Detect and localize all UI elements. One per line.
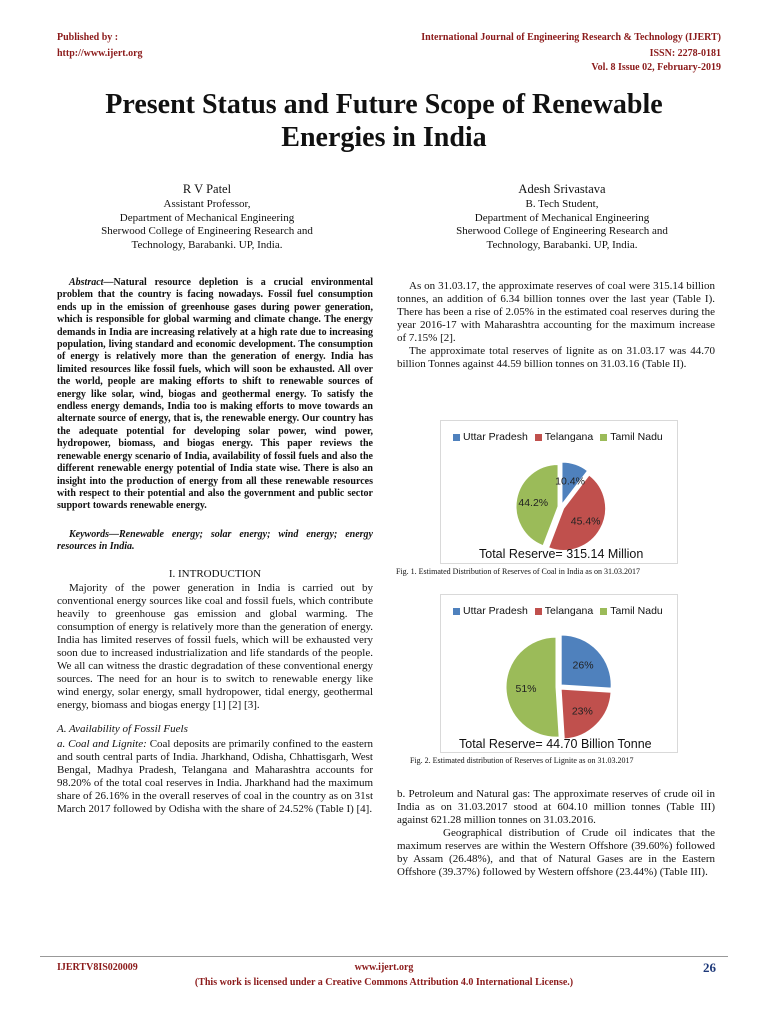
subsection-heading-fossil-fuels: A. Availability of Fossil Fuels [57, 722, 188, 735]
chart-total-label: Total Reserve= 44.70 Billion Tonne [459, 737, 652, 751]
author-college: Sherwood College of Engineering Research and [456, 225, 668, 237]
abstract [57, 277, 373, 513]
author-role: B. Tech Student, [525, 198, 599, 210]
title-line-1: Present Status and Future Scope of Renewable [105, 89, 663, 120]
figure-2-caption: Fig. 2. Estimated distribution of Reserves of Lignite as on 31.03.2017 [410, 756, 634, 765]
legend-label: Telangana [544, 605, 594, 617]
coal-reserves-pie-chart [440, 420, 678, 564]
chart-total-label: Total Reserve= 315.14 Million [479, 547, 644, 561]
pie-data-label: 45.4% [570, 515, 601, 528]
author-dept: Department of Mechanical Engineering [119, 211, 295, 224]
title-line-2: Energies in India [281, 122, 487, 153]
pie-data-label: 51% [515, 683, 537, 696]
author-role: Assistant Professor, [163, 198, 251, 210]
author-college-location: Technology, Barabanki. UP, India. [131, 238, 283, 251]
coal-lignite-label: a. Coal and Lignite: [57, 737, 147, 750]
author-dept: Department of Mechanical Engineering [474, 211, 650, 224]
crude-oil-distribution-paragraph: Geographical distribution of Crude oil indicates that the maximum reserves are within the Western Offshore (39.60%) followed by Assam (26.48%), and that of Natural Gases are in the Eastern Offshore (39.37%) followed by Western offshore (23.44%) (Table III). [397, 827, 715, 878]
author-name: R V Patel [182, 182, 232, 196]
pie-plot [441, 421, 677, 563]
petroleum-paragraph: b. Petroleum and Natural gas: The approximate reserves of crude oil in India as on 31.03.2017 stood at 604.10 million tonnes (Table III) against 621.28 million tonnes on 31.03.2016. [397, 788, 715, 826]
introduction-text: Majority of the power generation in India is carried out by conventional energy sources like coal and fossil fuels, which contribute heavily to greenhouse gas emission and global warming. The consumption of energy is relatively more than the generation of energy. India has limited reserves of fossil fuels, which will be exhausted very soon due to increased industrialization and life standards of the people. We all can witness the drastic degradation of these conventional energy sources. The need for an hour is to switch to renewable energy like wind energy, solar energy, small hydropower, tidal energy, geothermal energy, biomass and biogas energy [1] [2] [3]. [57, 581, 373, 711]
author-college-location: Technology, Barabanki. UP, India. [486, 238, 638, 251]
legend-label: Telangana [544, 431, 594, 443]
pie-data-label: 44.2% [518, 496, 549, 509]
coal-reserves-paragraph: As on 31.03.17, the approximate reserves of coal were 315.14 billion tonnes, an addition of 6.34 billion tonnes over the last year (Table I). There has been a rise of 2.05% in the estimated coal reserves during the year 2016-17 with Maharashtra accounting for the maximum increase of 7.15% [2]. [397, 280, 715, 344]
keywords: Keywords—Renewable energy; solar energy; wind energy; energy resources in India. [57, 528, 373, 553]
published-by-label: Published by : [57, 32, 119, 43]
right-column-top [397, 280, 715, 371]
pie-data-label: 26% [572, 659, 594, 672]
abstract-text: —Natural resource depletion is a crucial environmental problem that the country is facing nowadays. Fossil fuel consumption ends up in the emission of greenhouse gases during power generation, which is responsible for global warming and climate change. The energy demands in India are increasing relatively at a high rate due to increasing population, living standard and economic development. The consumption of energy is relatively more than the generation of energy. India has limited resources like fossil fuels, which will soon be exhausted. All over the world, people are making efforts to shift to renewable sources of energy like solar, wind, biogas and geothermal energy. To satisfy the endless energy demands, India too is making efforts to move towards an alternate source of energy, that is, the renewable energy. Our country has the adequate potential for developing solar power, wind power, hydropower, biomass, and biogas energy. This paper reviews the renewable energy scenario of India, availability of fossil fuels and also the different renewable energy potential of India state wise. There is also an insight into the production of energy from all these renewable resources with respect to their potential and also the government and public sector support towards renewable energy. [57, 277, 373, 512]
author-name: Adesh Srivastava [518, 182, 606, 196]
figure-1-caption: Fig. 1. Estimated Distribution of Reserves of Coal in India as on 31.03.2017 [396, 567, 640, 576]
right-column-bottom [397, 788, 715, 879]
license-notice[interactable]: (This work is licensed under a Creative Commons Attribution 4.0 International License.) [194, 977, 574, 988]
pie-data-label: 23% [571, 705, 593, 718]
abstract-label: Abstract [69, 277, 104, 288]
journal-url-link[interactable]: http://www.ijert.org [57, 48, 143, 59]
pie-plot [441, 595, 677, 752]
coal-lignite-text: Coal deposits are primarily confined to the eastern and south central parts of India. Jharkhand, Odisha, Chhattisgarh, West Bengal, Madhya Pradesh, Telangana and Maharashtra accounts for 98.20% of the total coal reserves in India. Jharkhand had the maximum share of 26.16% in the overall reserves of coal in the country as on 31st March 2017 followed by Odisha with the share of 24.52% (Table I) [4]. [57, 737, 373, 815]
section-heading-introduction: I. INTRODUCTION [168, 567, 262, 580]
article-id: IJERTV8IS020009 [57, 962, 138, 973]
author-1 [57, 180, 357, 252]
volume-issue: Vol. 8 Issue 02, February-2019 [591, 62, 721, 73]
legend-label: Tamil Nadu [610, 605, 663, 617]
lignite-reserves-pie-chart [440, 594, 678, 753]
footer-url-link[interactable]: www.ijert.org [354, 962, 414, 973]
issn: ISSN: 2278-0181 [649, 48, 721, 59]
journal-name: International Journal of Engineering Research & Technology (IJERT) [421, 32, 721, 43]
page-number: 26 [703, 960, 716, 975]
author-2 [412, 180, 712, 252]
coal-lignite-paragraph [57, 738, 373, 816]
legend-label: Uttar Pradesh [463, 605, 528, 617]
legend-label: Tamil Nadu [610, 431, 663, 443]
pie-data-label: 10.4% [555, 475, 585, 488]
lignite-reserves-paragraph: The approximate total reserves of lignite as on 31.03.17 was 44.70 billion Tonnes against 44.59 billion tonnes on 31.03.16 (Table II). [397, 345, 715, 370]
footer-divider [40, 956, 728, 957]
legend-label: Uttar Pradesh [463, 431, 528, 443]
author-college: Sherwood College of Engineering Research and [101, 225, 313, 237]
left-column [57, 277, 373, 816]
paper-title [0, 88, 768, 154]
